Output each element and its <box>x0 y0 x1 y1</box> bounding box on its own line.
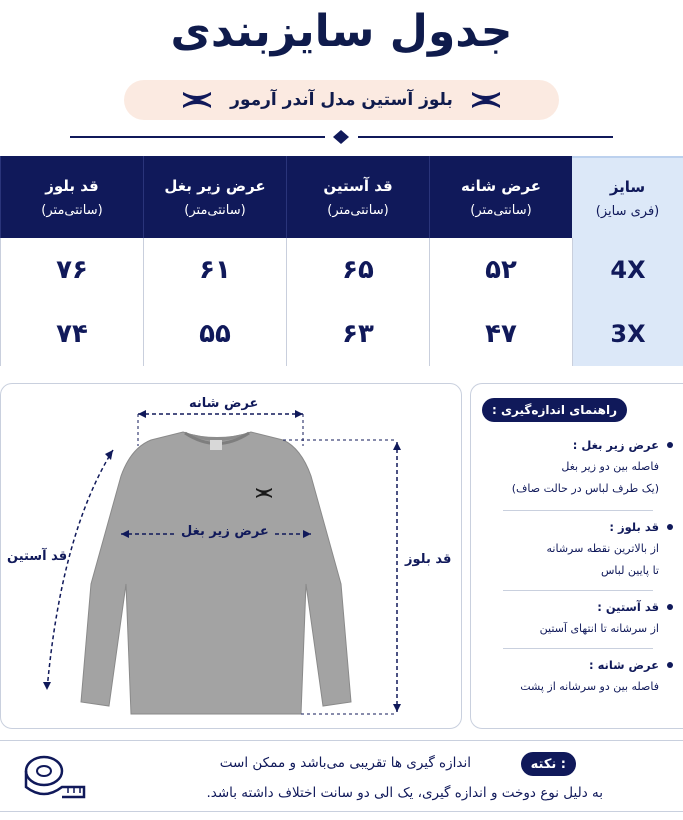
header-shoulder: عرض شانه (سانتی‌متر) <box>429 156 572 238</box>
cell-underarm: ۵۵ <box>143 302 286 366</box>
header-size: سایز (فری سایز) <box>572 156 683 238</box>
guide-item-sleeve: قد آستین : از سرشانه تا انتهای آستین <box>477 596 673 640</box>
sleeve-length-label: قد آستین <box>7 549 68 564</box>
bullet-icon <box>667 442 673 448</box>
cell-size: 3X <box>572 302 683 366</box>
table-row <box>0 302 683 366</box>
guide-item-length: قد بلوز : از بالاترین نقطه سرشانه تا پایین لباس <box>477 516 673 582</box>
guide-separator <box>503 590 653 591</box>
cell-size: 4X <box>572 238 683 302</box>
shirt-shape <box>81 432 351 714</box>
cell-length: ۷۴ <box>0 302 143 366</box>
note-label: نکته : <box>521 752 576 776</box>
guide-item-underarm: عرض زیر بغل : فاصله بین دو زیر بغل (یک طرف لباس در حالت صاف) <box>477 434 673 500</box>
shirt-length-label: قد بلوز <box>405 552 452 567</box>
cell-sleeve: ۶۵ <box>286 238 429 302</box>
note-text-line-2: به دلیل نوع دوخت و اندازه گیری، یک الی دو سانت اختلاف داشته باشد. <box>206 785 603 801</box>
guide-title: راهنمای اندازه‌گیری : <box>482 398 627 422</box>
illustration-panel <box>0 383 462 729</box>
cell-sleeve: ۶۳ <box>286 302 429 366</box>
bullet-icon <box>667 662 673 668</box>
cell-shoulder: ۵۲ <box>429 238 572 302</box>
measurement-guide-panel <box>470 383 683 729</box>
guide-separator <box>503 510 653 511</box>
note-box <box>0 740 683 812</box>
subtitle-banner <box>124 80 559 120</box>
shirt-illustration <box>1 384 463 730</box>
header-sleeve: قد آستین (سانتی‌متر) <box>286 156 429 238</box>
shoulder-width-label: عرض شانه <box>189 396 259 411</box>
bullet-icon <box>667 604 673 610</box>
cell-length: ۷۶ <box>0 238 143 302</box>
product-subtitle: بلوز آستین مدل آندر آرمور <box>230 90 453 110</box>
guide-item-shoulder: عرض شانه : فاصله بین دو سرشانه از پشت <box>477 654 673 698</box>
measuring-tape-icon <box>22 753 88 803</box>
table-header <box>0 156 683 238</box>
cell-underarm: ۶۱ <box>143 238 286 302</box>
page-title: جدول سایزبندی <box>170 6 513 57</box>
cell-shoulder: ۴۷ <box>429 302 572 366</box>
table-row <box>0 238 683 302</box>
size-table <box>0 156 683 368</box>
guide-separator <box>503 648 653 649</box>
decorative-divider <box>70 130 613 144</box>
underarm-width-label: عرض زیر بغل <box>177 524 273 539</box>
under-armour-logo-icon <box>180 90 214 110</box>
header-length: قد بلوز (سانتی‌متر) <box>0 156 143 238</box>
under-armour-logo-icon <box>469 90 503 110</box>
header-underarm: عرض زیر بغل (سانتی‌متر) <box>143 156 286 238</box>
bullet-icon <box>667 524 673 530</box>
note-text-line-1: اندازه گیری ها تقریبی می‌باشد و ممکن است <box>219 755 471 771</box>
